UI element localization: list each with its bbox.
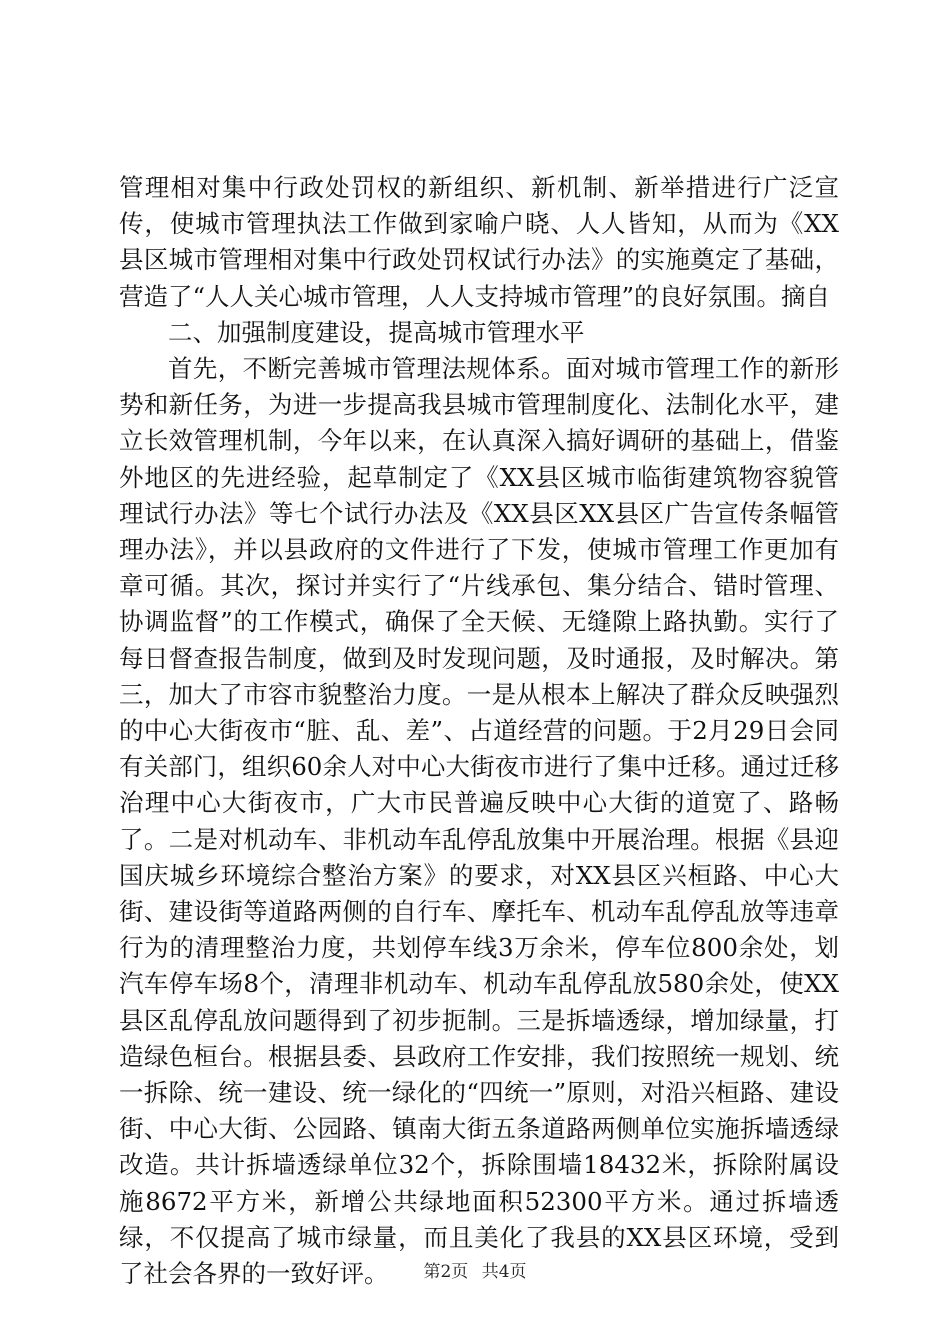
page-footer <box>0 1261 950 1283</box>
paragraph-section-two: 首先，不断完善城市管理法规体系。面对城市管理工作的新形势和新任务，为进一步提高我县城市管理制度化、法制化水平，建立长效管理机制，今年以来，在认真深入搞好调研的基础上，借鉴外地区的先进经验，起草制定了《XX县区城市临街建筑物容貌管理试行办法》等七个试行办法及《XX县区XX县区广告宣传条幅管理办法》，并以县政府的文件进行了下发，使城市管理工作更加有章可循。其次，探讨并实行了“片线承包、集分结合、错时管理、协调监督”的工作模式，确保了全天候、无缝隙上路执勤。实行了每日督查报告制度，做到及时发现问题，及时通报，及时解决。第三，加大了市容市貌整治力度。一是从根本上解决了群众反映强烈的中心大街夜市“脏、乱、差”、占道经营的问题。于2月29日会同有关部门，组织60余人对中心大街夜市进行了集中迁移。通过迁移治理中心大街夜市，广大市民普遍反映中心大街的道宽了、路畅了。二是对机动车、非机动车乱停乱放集中开展治理。根据《县迎国庆城乡环境综合整治方案》的要求，对XX县区兴桓路、中心大街、建设街等道路两侧的自行车、摩托车、机动车乱停乱放等违章行为的清理整治力度，共划停车线3万余米，停车位800余处，划汽车停车场8个，清理非机动车、机动车乱停乱放580余处，使XX县区乱停乱放问题得到了初步扼制。三是拆墙透绿，增加绿量，打造绿色桓台。根据县委、县政府工作安排，我们按照统一规划、统一拆除、统一建设、统一绿化的“四统一”原则，对沿兴桓路、建设街、中心大街、公园路、镇南大街五条道路两侧单位实施拆墙透绿改造。共计拆墙透绿单位32个，拆除围墙18432米，拆除附属设施8672平方米，新增公共绿地面积52300平方米。通过拆墙透绿，不仅提高了城市绿量，而且美化了我县的XX县区环境，受到了社会各界的一致好评。 <box>119 354 839 1289</box>
paragraph-continued: 管理相对集中行政处罚权的新组织、新机制、新举措进行广泛宣传，使城市管理执法工作做到家喻户晓、人人皆知，从而为《XX县区城市管理相对集中行政处罚权试行办法》的实施奠定了基础，营造了“人人关心城市管理，人人支持城市管理”的良好氛围。摘自 <box>119 173 839 311</box>
page-number-current: 第2页 <box>423 1262 469 1282</box>
page-number-total: 共4页 <box>481 1262 527 1282</box>
document-body <box>119 170 839 1292</box>
section-heading: 二、加强制度建设，提高城市管理水平 <box>168 317 585 347</box>
